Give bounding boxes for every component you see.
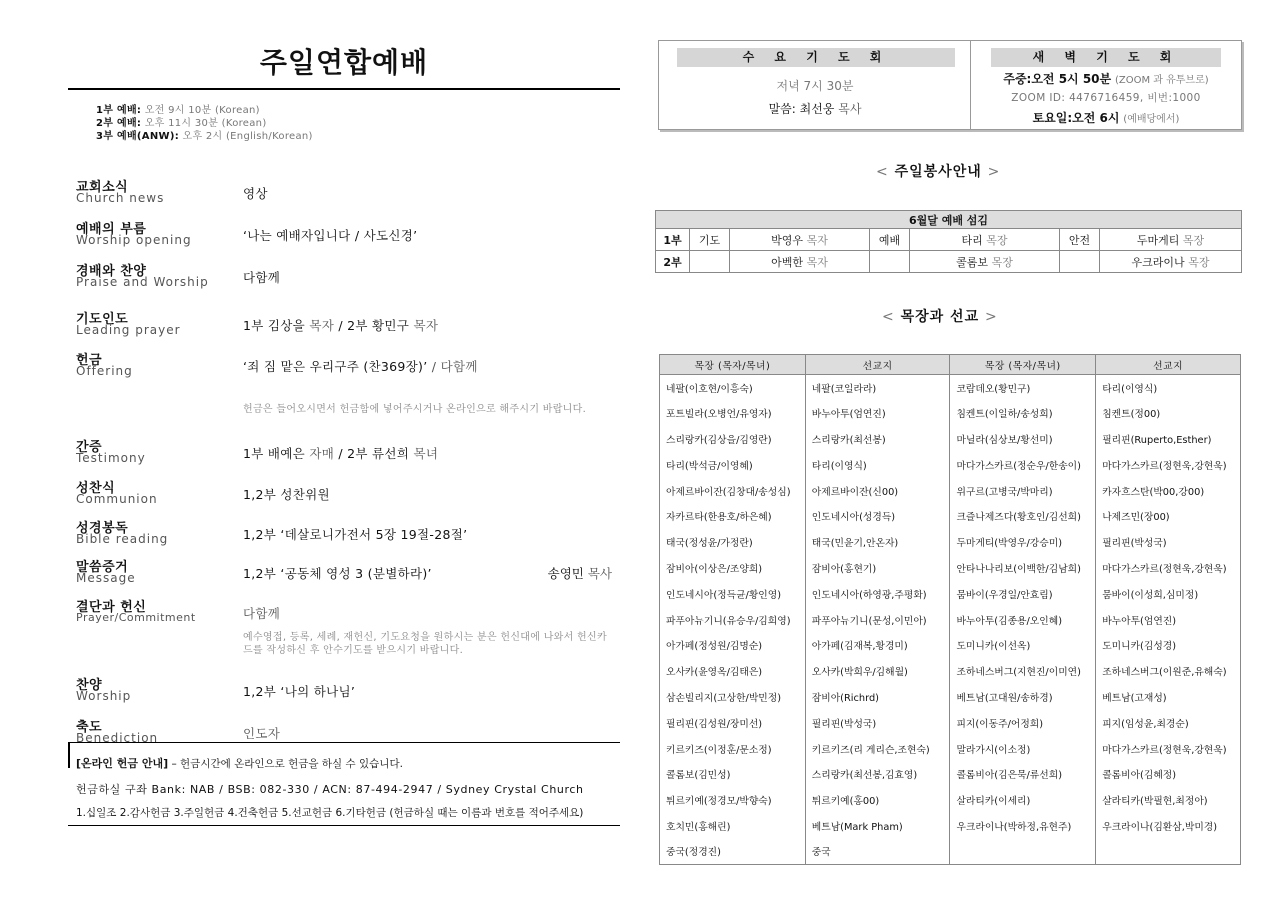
- cell-mokjang: 마닐라(심상보/황선미): [950, 426, 1096, 452]
- cell-mission-field: 베트남(고재성): [1096, 684, 1241, 710]
- mission-section-title: < 목장과 선교 >: [882, 309, 998, 325]
- cell-mokjang: 잠비아(이상은/조양희): [660, 555, 806, 581]
- title-divider: [68, 88, 620, 90]
- table-row: [660, 426, 1241, 452]
- bank-account-info: 헌금하실 구좌 Bank: NAB / BSB: 082-330 / ACN: 87-494-2947 / Sydney Crystal Church: [76, 783, 584, 796]
- dawn-prayer-box: [970, 40, 1242, 130]
- dawn-prayer-weekday: 주중:오전 5시 50분 (ZOOM 과 유투브로): [1003, 72, 1209, 86]
- dawn-prayer-zoom: ZOOM ID: 4476716459, 비번:1000: [1011, 92, 1201, 104]
- cell-mokjang: 침켄트(이일하/송성희): [950, 400, 1096, 426]
- cell-mission-field: 태국(민윤기,안온자): [805, 529, 950, 555]
- cell-mokjang: 오사카(윤영옥/김태은): [660, 658, 806, 684]
- cell-mokjang: 중국(정경진): [660, 839, 806, 865]
- service-table-head: 6월달 예배 섬김: [656, 211, 1242, 229]
- cell-mokjang: 말라가시(이소정): [950, 736, 1096, 762]
- cell-mokjang: 필리핀(김성원/장미선): [660, 710, 806, 736]
- cell-mission-field: 인도네시아(하영광,주평화): [805, 581, 950, 607]
- cell-mokjang: 콜롬보(김민성): [660, 761, 806, 787]
- cell-mokjang: 파푸아뉴기니(유승우/김희영): [660, 607, 806, 633]
- cell-mokjang: 태국(정성윤/가정란): [660, 529, 806, 555]
- cell-mission-field: 침켄트(정00): [1096, 400, 1241, 426]
- cell-mokjang: 포트빌라(오병언/유영자): [660, 400, 806, 426]
- cell-mokjang: 아가페(정성원/김명순): [660, 632, 806, 658]
- cell-mission-field: 필리핀(Ruperto,Esther): [1096, 426, 1241, 452]
- bulletin-left-column: 주일연합예배 1부 예배: 오전 9시 10분 (Korean) 2부 예배: 오후 11시 30분 (Korean) 3부 예배(ANW): 오후 2시 (English/Korean) 교회소식 Church news 영상 예배의 부름 Worship opening ‘나는 예배자입니다 / 사도신경’ 경배와 찬양 Praise and Worship 다함께 기도인도 Leading prayer 1부 김상을 목자 / 2부 황민구 목자 헌금 Offering ‘죄 짐 맡은 우리구주 (찬369장)’ / 다함께 헌금은 들어오시면서 헌금함에 넣어주시거나 온라인으로 해주시기 바랍니다. 간증 Testimony 1부 배예은 자매 / 2부 류선희 목녀 성찬식 Communion 1,2부 성찬위원 성경봉독 Bible reading 1,2부 ‘데살로니가전서 5장 19절-28절’ 말씀증거 Message 1,2부 ‘공동체 영성 3 (분별하라)’ 송영민 목사 결단과 헌신 Prayer/Commitment 다함께 예수영접, 등록, 세례, 재헌신, 기도요청을 원하시는 분은 헌신대에 나와서 헌신카드를 작성하신 후 안수기도를 받으시기 바랍니다. 찬양 Worship 1,2부 ‘나의 하나님’ 축도 Benediction 인도자 [온라인 헌금 안내] – 헌금시간에 온라인으로 헌금을 하실 수 있습니다. 헌금하실 구좌 Bank: NAB / BSB: 082-330 / ACN: 87-494-2947 / Sydney Crystal Church 1.십일조 2.감사헌금 3.주일헌금 4.건축헌금 5.선교헌금 6.기타헌금 (헌금하실 때는 이름과 번호를 적어주세요): [68, 40, 620, 143]
- cell-mokjang: 스리랑카(김상을/김영란): [660, 426, 806, 452]
- cell-mission-field: 마다가스카르(정현욱,강현욱): [1096, 452, 1241, 478]
- cell-mokjang: 아제르바이잔(김창대/송성심): [660, 478, 806, 504]
- cell-mokjang: [950, 839, 1096, 865]
- cell-mission-field: 베트남(Mark Pham): [805, 813, 950, 839]
- cell-mission-field: 오사카(박희우/김해월): [805, 658, 950, 684]
- table-row: [660, 710, 1241, 736]
- cell-mokjang: 인도네시아(정득균/황인영): [660, 581, 806, 607]
- wednesday-prayer-speaker: 말씀: 최선웅 목사: [768, 102, 862, 116]
- page-title: 주일연합예배: [259, 46, 429, 79]
- cell-mission-field: 우크라이나(김환삼,박미경): [1096, 813, 1241, 839]
- cell-mokjang: 크즐나제즈다(황호인/김선희): [950, 503, 1096, 529]
- cell-mokjang: 삼손빌리지(고상한/박민정): [660, 684, 806, 710]
- table-row: [660, 581, 1241, 607]
- table-row: [660, 839, 1241, 865]
- service-row-1: 1부 기도 박영우 목자 예배 타리 목장 안전 두마게티 목장: [656, 229, 1242, 251]
- table-row: [660, 736, 1241, 762]
- table-row: [660, 684, 1241, 710]
- cell-mission-field: 네팔(코일라라): [805, 375, 950, 401]
- table-row: [660, 658, 1241, 684]
- table-row: [660, 375, 1241, 401]
- cell-mission-field: 필리핀(박성국): [1096, 529, 1241, 555]
- online-box-accent: [68, 743, 70, 768]
- cell-mokjang: 바누아투(김종용/오인혜): [950, 607, 1096, 633]
- cell-mission-field: 잠비아(홍현기): [805, 555, 950, 581]
- cell-mokjang: 키르키즈(이정훈/문소정): [660, 736, 806, 762]
- table-row: [660, 555, 1241, 581]
- online-offering-title: [온라인 헌금 안내] – 헌금시간에 온라인으로 헌금을 하실 수 있습니다.: [76, 757, 403, 770]
- table-row: [660, 478, 1241, 504]
- cell-mokjang: 튀르키예(정경모/박향숙): [660, 787, 806, 813]
- cell-mokjang: 호치민(홍해린): [660, 813, 806, 839]
- cell-mokjang: 타리(박석금/이영혜): [660, 452, 806, 478]
- cell-mission-field: 키르키즈(리 게리슨,조현숙): [805, 736, 950, 762]
- commitment-note: 예수영접, 등록, 세례, 재헌신, 기도요청을 원하시는 분은 헌신대에 나와서 헌신카드를 작성하신 후 안수기도를 받으시기 바랍니다.: [243, 632, 607, 656]
- cell-mokjang: 우크라이나(박하정,유현주): [950, 813, 1096, 839]
- cell-mission-field: 중국: [805, 839, 950, 865]
- cell-mokjang: 자카르타(한용호/하은혜): [660, 503, 806, 529]
- online-offering-box: [68, 742, 620, 826]
- wednesday-prayer-time: 저녁 7시 30분: [776, 79, 854, 93]
- mission-table: [659, 354, 1241, 865]
- table-row: [660, 787, 1241, 813]
- mission-table-body: [660, 375, 1241, 865]
- cell-mokjang: 조하네스버그(지현진/이미연): [950, 658, 1096, 684]
- cell-mission-field: 바누아투(엄연진): [805, 400, 950, 426]
- table-row: [660, 813, 1241, 839]
- table-row: [660, 632, 1241, 658]
- table-row: [660, 761, 1241, 787]
- cell-mokjang: 베트남(고대원/송하경): [950, 684, 1096, 710]
- cell-mission-field: 타리(이영식): [805, 452, 950, 478]
- cell-mission-field: 콜롬비아(김혜정): [1096, 761, 1241, 787]
- service-times: [96, 104, 620, 143]
- cell-mission-field: 필리핀(박성국): [805, 710, 950, 736]
- service-time-3: 3부 예배(ANW): 오후 2시 (English/Korean): [96, 131, 313, 142]
- cell-mission-field: [1096, 839, 1241, 865]
- table-row: [660, 503, 1241, 529]
- cell-mokjang: 네팔(이호현/이흥숙): [660, 375, 806, 401]
- table-row: [660, 529, 1241, 555]
- cell-mission-field: 스리랑카(최선봉,김효영): [805, 761, 950, 787]
- cell-mokjang: 피지(이동주/어정희): [950, 710, 1096, 736]
- cell-mission-field: 나제즈민(장00): [1096, 503, 1241, 529]
- service-schedule-table: [655, 210, 1242, 273]
- cell-mission-field: 아가페(김재복,황경미): [805, 632, 950, 658]
- service-section-title: < 주일봉사안내 >: [876, 164, 1001, 180]
- cell-mokjang: 도미니카(이선옥): [950, 632, 1096, 658]
- cell-mission-field: 잠비아(Richrd): [805, 684, 950, 710]
- offering-note: 헌금은 들어오시면서 헌금함에 넣어주시거나 온라인으로 해주시기 바랍니다.: [243, 404, 587, 415]
- service-time-2: 2부 예배: 오후 11시 30분 (Korean): [96, 118, 267, 129]
- wednesday-prayer-title: 수 요 기 도 회: [677, 48, 955, 67]
- table-row: [660, 400, 1241, 426]
- table-row: [660, 452, 1241, 478]
- cell-mission-field: 마다가스카르(정현욱,강현욱): [1096, 736, 1241, 762]
- cell-mokjang: 살라티카(이세리): [950, 787, 1096, 813]
- cell-mission-field: 뭄바이(이성희,심미정): [1096, 581, 1241, 607]
- service-time-1: 1부 예배: 오전 9시 10분 (Korean): [96, 105, 260, 116]
- cell-mission-field: 인도네시아(성경득): [805, 503, 950, 529]
- dawn-prayer-title: 새 벽 기 도 회: [991, 48, 1221, 67]
- cell-mokjang: 안타나나리보(이백한/김남희): [950, 555, 1096, 581]
- dawn-prayer-saturday: 토요일:오전 6시 (예배당에서): [1032, 111, 1180, 125]
- offering-types: 1.십일조 2.감사헌금 3.주일헌금 4.건축헌금 5.선교헌금 6.기타헌금 (헌금하실 때는 이름과 번호를 적어주세요): [76, 807, 584, 819]
- cell-mokjang: 콜롬비아(김은묵/류선희): [950, 761, 1096, 787]
- wednesday-prayer-box: [658, 40, 972, 130]
- cell-mission-field: 도미니카(김성경): [1096, 632, 1241, 658]
- cell-mission-field: 스리랑카(최선봉): [805, 426, 950, 452]
- cell-mokjang: 두마게티(박영우/강승미): [950, 529, 1096, 555]
- cell-mokjang: 위구르(고병국/박마리): [950, 478, 1096, 504]
- cell-mission-field: 피지(임성윤,최경순): [1096, 710, 1241, 736]
- cell-mokjang: 마다가스카르(정순우/한송이): [950, 452, 1096, 478]
- cell-mission-field: 타리(이영식): [1096, 375, 1241, 401]
- cell-mission-field: 살라티카(박필현,최정아): [1096, 787, 1241, 813]
- cell-mokjang: 뭄바이(우경일/안효림): [950, 581, 1096, 607]
- cell-mission-field: 튀르키예(홍00): [805, 787, 950, 813]
- cell-mission-field: 파푸아뉴기니(문성,이민아): [805, 607, 950, 633]
- cell-mission-field: 조하네스버그(이원준,유해숙): [1096, 658, 1241, 684]
- cell-mokjang: 코람데오(황민구): [950, 375, 1096, 401]
- cell-mission-field: 마다가스카르(정현욱,강현욱): [1096, 555, 1241, 581]
- mission-table-header: 목장 (목자/목녀) 선교지 목장 (목자/목녀) 선교지: [660, 355, 1241, 375]
- cell-mission-field: 아제르바이잔(신00): [805, 478, 950, 504]
- table-row: [660, 607, 1241, 633]
- cell-mission-field: 바누아투(엄연진): [1096, 607, 1241, 633]
- service-row-2: 2부 아벡한 목자 콜롬보 목장 우크라이나 목장: [656, 251, 1242, 273]
- cell-mission-field: 카자흐스탄(박00,강00): [1096, 478, 1241, 504]
